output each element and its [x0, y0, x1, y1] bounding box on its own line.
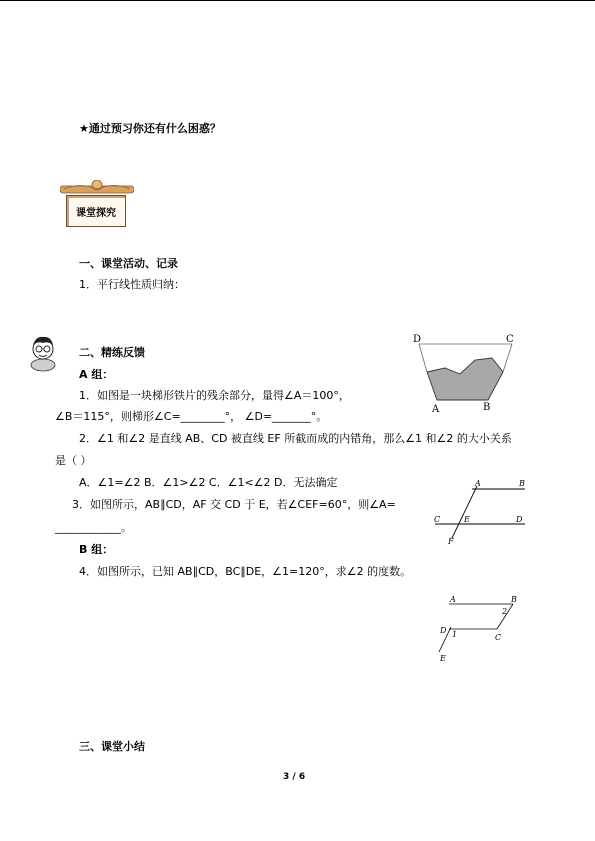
fig3-label-two: 2: [502, 607, 508, 616]
q4-line1: 4．如图所示，已知 AB∥CD，BC∥DE，∠1=120°，求∠2 的度数。: [79, 565, 412, 578]
fig2-label-e: E: [464, 515, 470, 524]
q1-line1: 1．如图是一块梯形铁片的残余部分，量得∠A＝100°，: [79, 389, 350, 402]
q1-line2: ∠B＝115°，则梯形∠C=________°， ∠D=_______°。: [55, 410, 328, 423]
fig1-label-b: B: [483, 402, 491, 413]
fig1-label-a: A: [432, 404, 440, 415]
section1-title: 一、课堂活动、记录: [79, 257, 178, 270]
fig3-label-e: E: [440, 654, 446, 663]
fig2-label-b: B: [519, 479, 525, 488]
page-number: 3 / 6: [283, 772, 306, 782]
section1-item1: 1．平行线性质归纳：: [79, 278, 185, 291]
fig1-label-c: C: [506, 334, 514, 345]
group-a-label: A 组：: [79, 368, 114, 381]
fig3-label-d: D: [440, 626, 447, 635]
page-top-rule: [0, 0, 595, 1]
group-b-label: B 组：: [79, 543, 114, 556]
fig1-label-d: D: [413, 334, 422, 345]
q2-line1: 2．∠1 和∠2 是直线 AB、CD 被直线 EF 所截而成的内错角，那么∠1 和∠2 的大小关系: [79, 432, 512, 445]
fig3-label-a: A: [450, 595, 456, 604]
fig2-label-c: C: [434, 515, 441, 524]
fig2-label-d: D: [516, 515, 523, 524]
trapezoid-figure: [405, 330, 530, 415]
confusion-prompt: ★通过预习你还有什么困惑？: [79, 122, 221, 135]
q3-line1: 3．如图所示，AB∥CD，AF 交 CD 于 E，若∠CEF=60°，则∠A=: [72, 498, 396, 511]
fig3-label-b: B: [511, 595, 517, 604]
badge-label: 课堂探究: [76, 208, 116, 219]
classroom-explore-badge: [66, 195, 126, 227]
section2-title: 二、精练反馈: [79, 346, 145, 359]
fig3-label-one: 1: [452, 630, 458, 639]
student-cartoon-icon: [26, 334, 60, 372]
q3-line2: ____________。: [55, 521, 132, 534]
parallel-lines-figure: [430, 476, 530, 546]
fig2-label-a: A: [475, 479, 481, 488]
section3-title: 三、课堂小结: [79, 740, 145, 753]
fig2-label-f: F: [448, 537, 454, 546]
q2-options: A．∠1=∠2 B．∠1>∠2 C．∠1<∠2 D．无法确定: [79, 476, 338, 489]
parallel-segments-figure: [435, 594, 525, 664]
fig3-label-c: C: [495, 633, 502, 642]
q2-line2: 是（ ）: [55, 454, 92, 467]
